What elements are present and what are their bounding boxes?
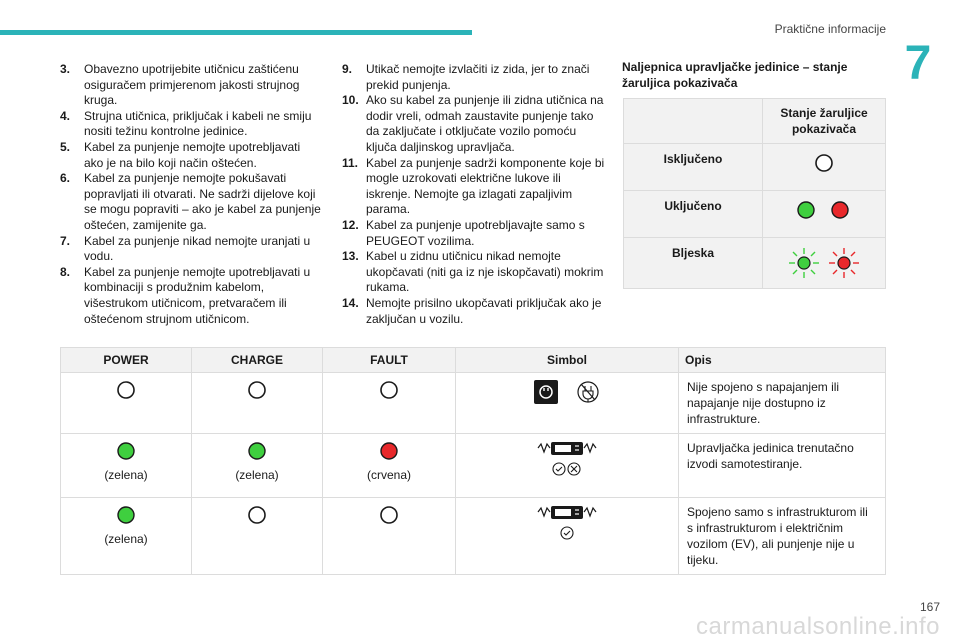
list-item-text: Kabel za punjenje nemojte pokušavati popravljati ili otvarati. Ne sadrži dijelove koji se mogu popraviti – ako je kabel za punjenje oštećen, zamijenite ga. [84, 171, 321, 232]
fault-cell [323, 434, 456, 498]
lamp-color-caption: (zelena) [104, 468, 148, 482]
empty-header-cell [624, 99, 763, 144]
lamp-flashing-green-red-icon [763, 238, 886, 289]
list-item-text: Kabel za punjenje nikad nemojte uranjati u vodu. [84, 233, 311, 264]
list-item-number: 7. [60, 233, 71, 248]
lamp-off-icon [246, 504, 268, 526]
column-header-power: POWER [61, 348, 192, 373]
power-cell [61, 373, 192, 434]
top-accent-bar [0, 30, 472, 35]
list-item-number: 8. [60, 264, 71, 279]
chapter-number: 7 [904, 37, 932, 90]
list-item [342, 156, 607, 218]
list-item-number: 12. [342, 217, 359, 232]
list-item [342, 218, 607, 249]
lamp-off-icon [378, 379, 400, 401]
list-item [60, 234, 322, 265]
status-table [60, 347, 886, 575]
table-row [624, 144, 886, 191]
symbol-cell [456, 373, 679, 434]
lamp-on-green-red-icon [763, 191, 886, 238]
description-cell: Nije spojeno s napajanjem ili napajanje nije dostupno iz infrastrukture. [679, 373, 886, 434]
description-cell: Spojeno samo s infrastrukturom ili s infrastrukturom i električnim vozilom (EV), ali punjenje nije u tijeku. [679, 498, 886, 575]
watermark: carmanualsonline.info [696, 613, 940, 640]
list-item [342, 93, 607, 155]
lamp-off-icon [115, 379, 137, 401]
lamp-green-icon [246, 440, 268, 462]
list-item-text: Kabel u zidnu utičnicu nikad nemojte ukopčavati (niti ga iz nje iskopčavati) mokrim rukama. [366, 249, 604, 295]
page-number: 167 [919, 600, 940, 614]
charge-cell [192, 434, 323, 498]
list-item-text: Kabel za punjenje nemojte upotrebljavati ako je na bilo koji način oštećen. [84, 139, 301, 170]
safety-list-right [342, 62, 607, 327]
list-item-number: 13. [342, 249, 359, 264]
list-item [342, 296, 607, 327]
table-row [61, 434, 886, 498]
list-item [60, 109, 322, 140]
lamp-legend-title: Naljepnica upravljačke jedinice – stanje žaruljica pokazivača [622, 60, 848, 90]
list-item-text: Kabel za punjenje upotrebljavajte samo s PEUGEOT vozilima. [366, 217, 585, 248]
list-item [342, 62, 607, 93]
lamp-state-label: Bljeska [624, 238, 763, 289]
fault-cell [323, 498, 456, 575]
lamp-color-caption: (crvena) [366, 468, 411, 482]
lamp-off-icon [246, 379, 268, 401]
list-item-number: 4. [60, 108, 71, 123]
lamp-state-label: Isključeno [624, 144, 763, 191]
table-row [61, 373, 886, 434]
list-item-number: 6. [60, 171, 71, 186]
list-item-text: Utikač nemojte izvlačiti iz zida, jer to znači prekid punjenja. [366, 62, 590, 92]
table-row [61, 498, 886, 575]
list-item [342, 249, 607, 296]
lamp-green-icon [115, 440, 137, 462]
list-item-number: 3. [60, 62, 71, 76]
description-cell: Upravljačka jedinica trenutačno izvodi samotestiranje. [679, 434, 886, 498]
symbol-cell [456, 498, 679, 575]
power-cell [61, 498, 192, 575]
list-item-number: 14. [342, 295, 359, 310]
list-item-number: 10. [342, 93, 359, 108]
power-cell [61, 434, 192, 498]
lamp-red-icon [378, 440, 400, 462]
list-item [60, 171, 322, 233]
column-header-charge: CHARGE [192, 348, 323, 373]
lamp-state-label: Uključeno [624, 191, 763, 238]
column-header-fault: FAULT [323, 348, 456, 373]
list-item [60, 265, 322, 327]
fault-cell [323, 373, 456, 434]
list-item-number: 5. [60, 139, 71, 154]
lamp-off-icon [378, 504, 400, 526]
list-item-number: 9. [342, 62, 353, 76]
column-header-symbol: Simbol [456, 348, 679, 373]
list-item-text: Strujna utičnica, priključak i kabeli ne smiju nositi težinu kontrolne jedinice. [84, 108, 312, 139]
table-row [624, 191, 886, 238]
lamp-color-caption: (zelena) [104, 532, 148, 546]
table-row [624, 238, 886, 289]
list-item [60, 62, 322, 109]
list-item-text: Kabel za punjenje nemojte upotrebljavati u kombinaciji s produžnim kabelom, višestrukom utičnicom, pretvaračem ili oštećenom strujnom utičnicom. [84, 264, 311, 326]
list-item [60, 140, 322, 171]
table-row [624, 99, 886, 144]
section-title: Praktične informacije [774, 22, 886, 36]
lamp-legend-table [623, 98, 886, 289]
lamp-green-icon [115, 504, 137, 526]
list-item-text: Nemojte prisilno ukopčavati priključak ako je zaključan u vozilu. [366, 295, 602, 326]
list-item-text: Ako su kabel za punjenje ili zidna utičnica na dodir vreli, odmah zaustavite punjenje tako da zaključate i otključate vozilo pomoću ključa daljinskog upravljača. [366, 93, 604, 154]
control-box-check-cross-icon [536, 440, 598, 478]
lamp-color-caption: (zelena) [235, 468, 279, 482]
safety-list-left [60, 62, 322, 327]
control-box-check-icon [536, 504, 598, 542]
column-header-description: Opis [679, 348, 886, 373]
table-header-row [61, 348, 886, 373]
list-item-number: 11. [342, 155, 359, 170]
lamp-state-header: Stanje žaruljice pokazivača [763, 99, 886, 144]
charge-cell [192, 498, 323, 575]
charge-cell [192, 373, 323, 434]
lamp-off-icon [763, 144, 886, 191]
list-item-text: Kabel za punjenje sadrži komponente koje bi mogle uzrokovati električne lukove ili iskrenje. Nemojte ga izlagati zapaljivim parama. [366, 155, 605, 217]
list-item-text: Obavezno upotrijebite utičnicu zaštićenu osiguračem primjerenom jakosti strujnog kruga. [84, 62, 300, 108]
symbol-cell [456, 434, 679, 498]
plug-and-crossed-plug-icon [532, 379, 602, 405]
